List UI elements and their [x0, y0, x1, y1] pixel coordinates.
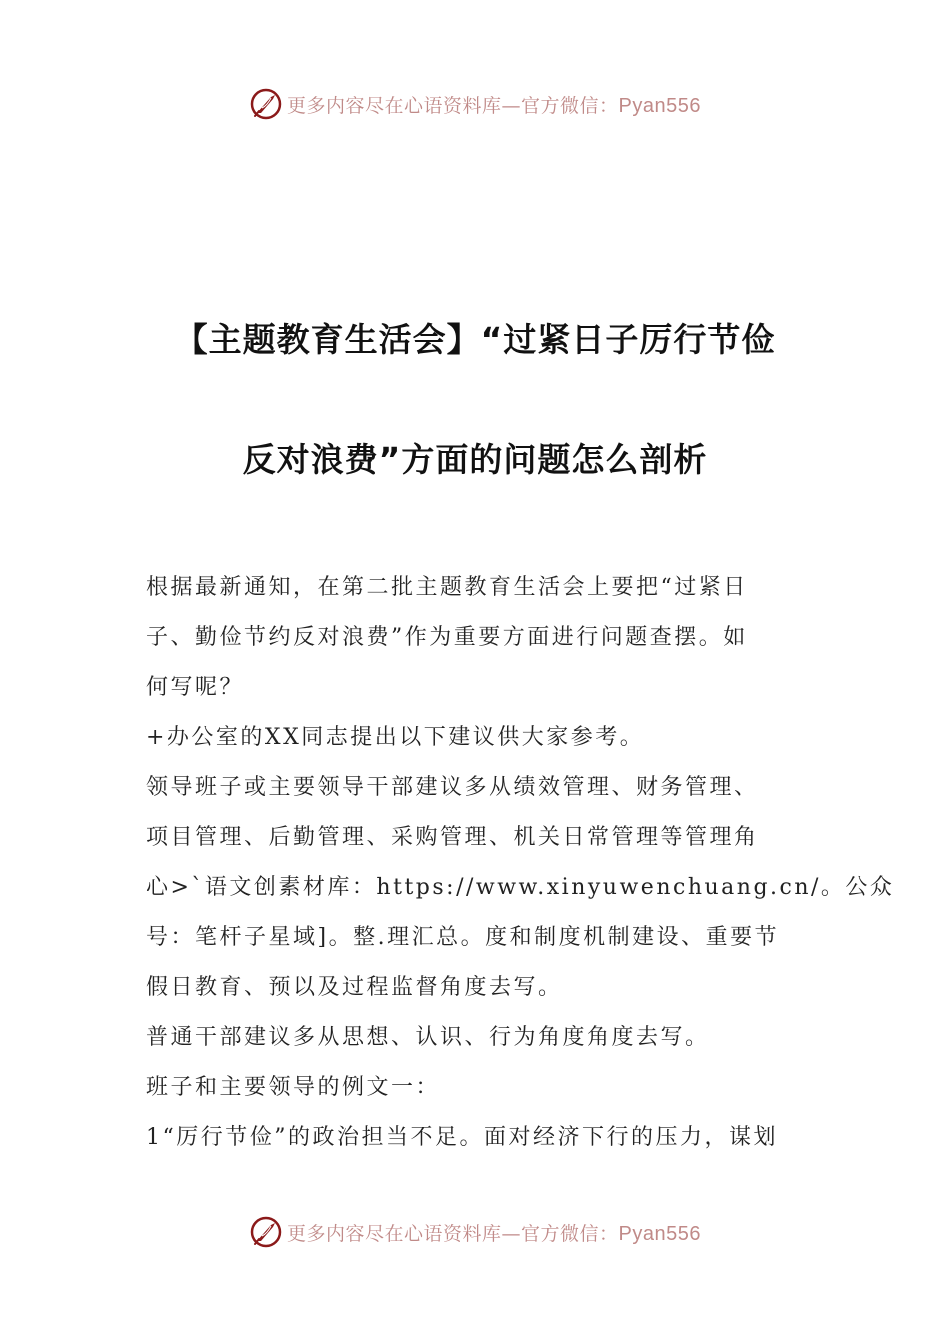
body-line: 心>`语文创素材库：https://www.xinyuwenchuang.cn/。公众 — [146, 875, 895, 900]
body-line: 子、勤俭节约反对浪费”作为重要方面进行问题查摆。如 — [146, 625, 748, 650]
body-line: +办公室的XX同志提出以下建议供大家参考。 — [146, 725, 645, 750]
quill-logo-icon — [249, 1215, 283, 1249]
body-line: 根据最新通知，在第二批主题教育生活会上要把“过紧日 — [146, 575, 748, 600]
watermark-wechat-id: Pyan556 — [618, 1222, 701, 1245]
document-title-line-1: 【主题教育生活会】“过紧日子厉行节俭 — [174, 320, 776, 359]
quill-logo-icon — [249, 87, 283, 121]
document-title-line-2: 反对浪费”方面的问题怎么剖析 — [242, 440, 708, 479]
document-body — [146, 563, 895, 1163]
body-line: 普通干部建议多从思想、认识、行为角度角度去写。 — [146, 1025, 710, 1050]
watermark-text: 更多内容尽在心语资料库—官方微信： — [287, 1222, 619, 1245]
header-watermark — [0, 84, 950, 124]
watermark-wechat-id: Pyan556 — [618, 94, 701, 117]
watermark-text: 更多内容尽在心语资料库—官方微信： — [287, 94, 619, 117]
footer-watermark — [0, 1212, 950, 1252]
body-line: 班子和主要领导的例文一： — [146, 1075, 441, 1100]
body-line: 领导班子或主要领导干部建议多从绩效管理、财务管理、 — [146, 775, 759, 800]
body-line: 号：笔杆子星域]。整.理汇总。度和制度机制建设、重要节 — [146, 925, 780, 950]
body-line: 何写呢？ — [146, 675, 245, 700]
body-line: 假日教育、预以及过程监督角度去写。 — [146, 975, 563, 1000]
body-line: 项目管理、后勤管理、采购管理、机关日常管理等管理角 — [146, 825, 759, 850]
body-line: 1“厉行节俭”的政治担当不足。面对经济下行的压力，谋划 — [146, 1125, 778, 1150]
